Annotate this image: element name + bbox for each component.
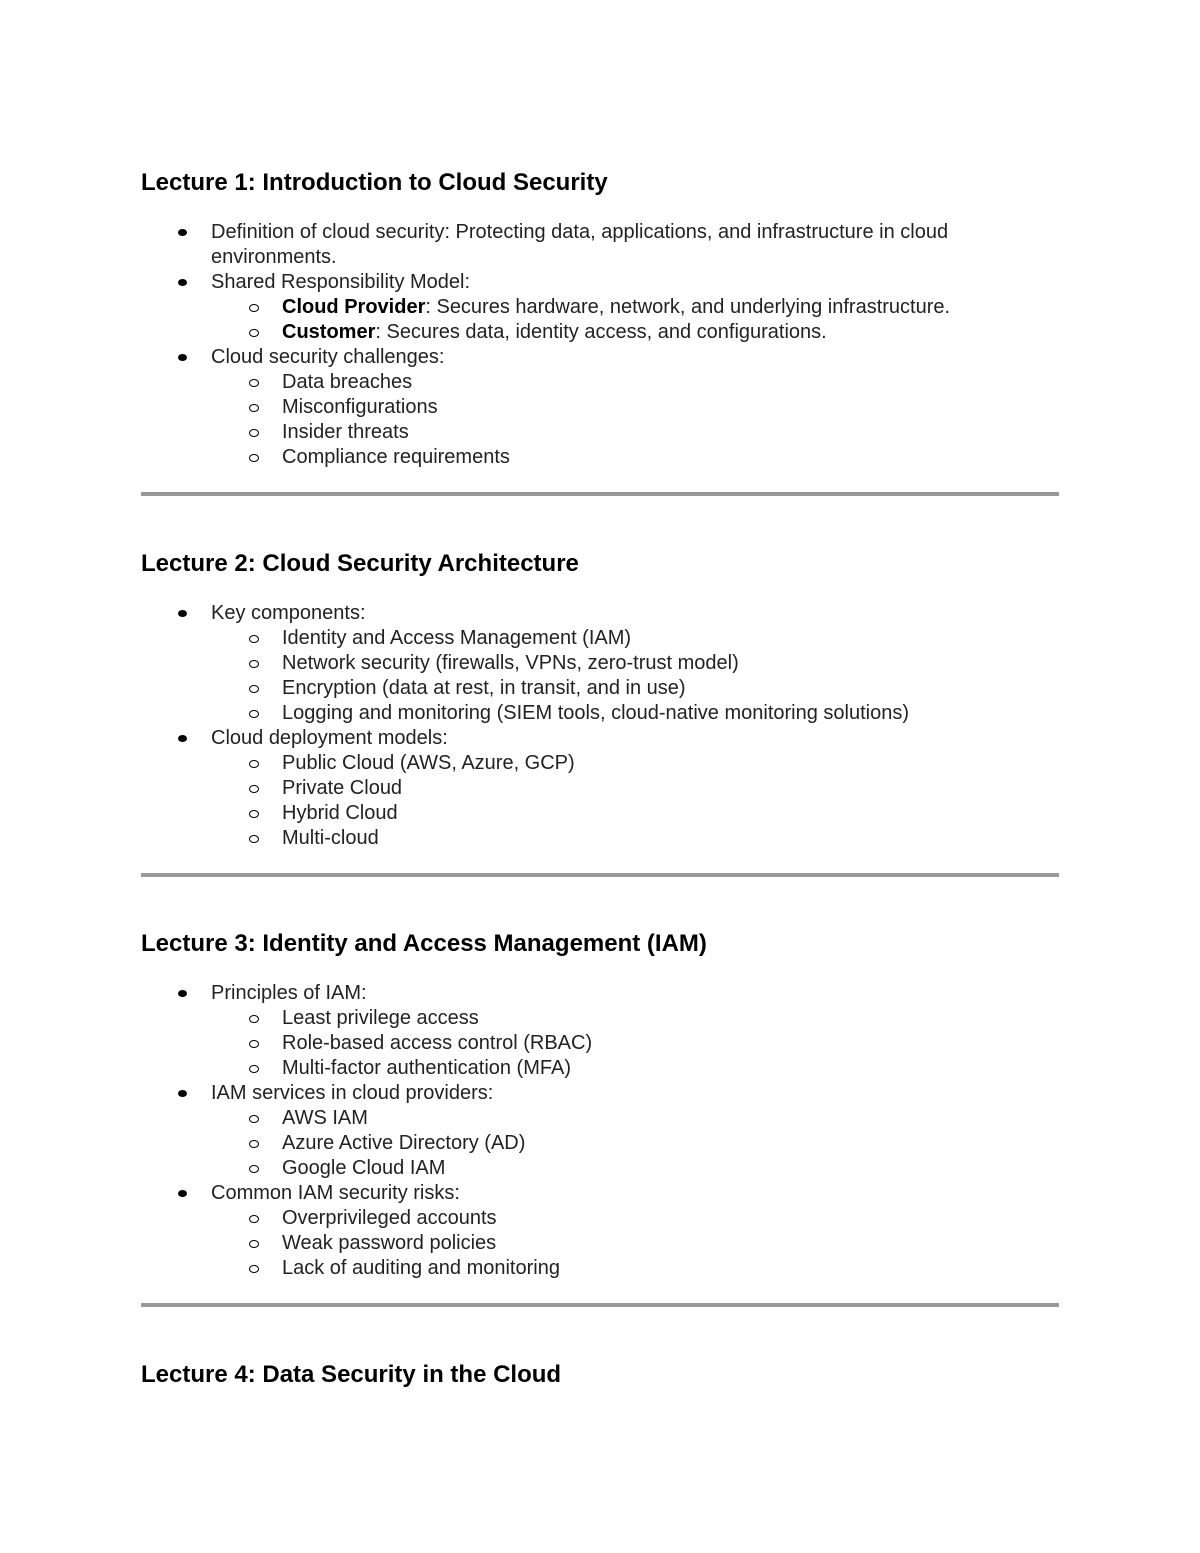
bullet-circle-icon	[249, 329, 259, 337]
bullet-disc-icon	[178, 610, 187, 617]
bullet-circle-icon	[249, 760, 259, 768]
sub-item-text: Google Cloud IAM	[282, 1157, 446, 1179]
bullet-circle-icon	[249, 710, 259, 718]
list-item	[141, 1181, 1059, 1281]
sub-list	[211, 751, 1059, 851]
bullet-circle-icon	[249, 635, 259, 643]
sub-item-text: Misconfigurations	[282, 396, 438, 418]
sub-item-text: Lack of auditing and monitoring	[282, 1257, 560, 1279]
sub-item-text: Role-based access control (RBAC)	[282, 1032, 593, 1054]
sub-item-text: Azure Active Directory (AD)	[282, 1132, 526, 1154]
sub-list-item	[141, 395, 1059, 420]
list-item-text: Definition of cloud security: Protecting data, applications, and infrastructure in cloud environments.	[211, 221, 949, 268]
bullet-disc-icon	[178, 354, 187, 361]
list-item	[141, 1081, 1059, 1181]
lecture-heading: Lecture 3: Identity and Access Management (IAM)	[141, 930, 707, 957]
bullet-disc-icon	[178, 279, 187, 286]
horizontal-rule	[141, 873, 1059, 877]
horizontal-rule	[141, 492, 1059, 496]
list-item-text: Cloud deployment models:	[211, 727, 448, 749]
bullet-circle-icon	[249, 685, 259, 693]
sub-list-item	[141, 676, 1059, 701]
bullet-circle-icon	[249, 1140, 259, 1148]
list-item-text: Key components:	[211, 602, 366, 624]
list-item	[141, 601, 1059, 726]
sub-list-item	[141, 370, 1059, 395]
sub-item-text: AWS IAM	[282, 1107, 368, 1129]
bullet-circle-icon	[249, 1215, 259, 1223]
bullet-circle-icon	[249, 1115, 259, 1123]
sub-item-text: Overprivileged accounts	[282, 1207, 497, 1229]
bullet-circle-icon	[249, 1265, 259, 1273]
bullet-disc-icon	[178, 990, 187, 997]
bullet-circle-icon	[249, 1165, 259, 1173]
sub-item-text: Encryption (data at rest, in transit, and in use)	[282, 677, 686, 699]
bullet-circle-icon	[249, 429, 259, 437]
list-item	[141, 981, 1059, 1081]
list-item-text: Cloud security challenges:	[211, 346, 445, 368]
list-item-text: Common IAM security risks:	[211, 1182, 460, 1204]
list-item-text: Principles of IAM:	[211, 982, 367, 1004]
sub-list-item	[141, 445, 1059, 470]
bullet-circle-icon	[249, 304, 259, 312]
sub-item-label: Customer	[282, 321, 376, 343]
sub-list	[211, 626, 1059, 726]
lecture-section	[141, 549, 1059, 851]
sub-list	[211, 1106, 1059, 1181]
lecture-heading: Lecture 1: Introduction to Cloud Security	[141, 169, 608, 196]
sub-item-text: Network security (firewalls, VPNs, zero-trust model)	[282, 652, 739, 674]
sub-item-label: Cloud Provider	[282, 296, 426, 318]
lecture-section	[141, 929, 1059, 1281]
bullet-circle-icon	[249, 1065, 259, 1073]
sub-list-item	[141, 701, 1059, 726]
bullet-disc-icon	[178, 1090, 187, 1097]
bullet-circle-icon	[249, 454, 259, 462]
sub-item-text: Compliance requirements	[282, 446, 510, 468]
bullet-disc-icon	[178, 1190, 187, 1197]
sub-list-item	[141, 1206, 1059, 1231]
sub-list-item	[141, 295, 1059, 320]
horizontal-rule	[141, 1303, 1059, 1307]
bullet-circle-icon	[249, 785, 259, 793]
lecture-heading: Lecture 4: Data Security in the Cloud	[141, 1361, 562, 1388]
sub-item-text: Data breaches	[282, 371, 413, 393]
sub-list-item	[141, 1006, 1059, 1031]
sub-list-item	[141, 1031, 1059, 1056]
bullet-list	[141, 981, 1059, 1281]
bullet-disc-icon	[178, 229, 187, 236]
sub-item-text: : Secures data, identity access, and configurations.	[375, 321, 827, 343]
bullet-circle-icon	[249, 835, 259, 843]
bullet-circle-icon	[249, 379, 259, 387]
sub-list-item	[141, 1156, 1059, 1181]
sub-list-item	[141, 626, 1059, 651]
sub-list-item	[141, 1256, 1059, 1281]
bullet-circle-icon	[249, 1240, 259, 1248]
sub-item-text: Insider threats	[282, 421, 409, 443]
sub-item-text: : Secures hardware, network, and underlying infrastructure.	[425, 296, 951, 318]
sub-list	[211, 1006, 1059, 1081]
sub-list-item	[141, 751, 1059, 776]
sub-item-text: Identity and Access Management (IAM)	[282, 627, 632, 649]
sub-item-text: Least privilege access	[282, 1007, 479, 1029]
list-item	[141, 270, 1059, 345]
bullet-list	[141, 601, 1059, 851]
sub-list-item	[141, 801, 1059, 826]
sub-list-item	[141, 1231, 1059, 1256]
sub-list-item	[141, 826, 1059, 851]
bullet-circle-icon	[249, 1015, 259, 1023]
sub-list-item	[141, 1056, 1059, 1081]
bullet-list	[141, 220, 1059, 470]
list-item	[141, 345, 1059, 470]
sub-item-text: Public Cloud (AWS, Azure, GCP)	[282, 752, 575, 774]
bullet-circle-icon	[249, 660, 259, 668]
sub-list-item	[141, 420, 1059, 445]
list-item-text: Shared Responsibility Model:	[211, 271, 471, 293]
sub-list	[211, 1206, 1059, 1281]
sub-item-text: Multi-cloud	[282, 827, 379, 849]
sub-item-text: Logging and monitoring (SIEM tools, cloud-native monitoring solutions)	[282, 702, 910, 724]
bullet-circle-icon	[249, 810, 259, 818]
list-item-text: IAM services in cloud providers:	[211, 1082, 494, 1104]
bullet-circle-icon	[249, 1040, 259, 1048]
sub-list	[211, 295, 1059, 345]
sub-list-item	[141, 1106, 1059, 1131]
sub-item-text: Multi-factor authentication (MFA)	[282, 1057, 571, 1079]
sub-item-text: Private Cloud	[282, 777, 403, 799]
lecture-section	[141, 1360, 1059, 1390]
list-item	[141, 726, 1059, 851]
sub-item-text: Weak password policies	[282, 1232, 497, 1254]
list-item	[141, 220, 1059, 270]
sub-list-item	[141, 1131, 1059, 1156]
sub-list-item	[141, 776, 1059, 801]
bullet-disc-icon	[178, 735, 187, 742]
lecture-section	[141, 168, 1059, 470]
sub-list-item	[141, 320, 1059, 345]
bullet-circle-icon	[249, 404, 259, 412]
sub-list-item	[141, 651, 1059, 676]
sub-item-text: Hybrid Cloud	[282, 802, 398, 824]
sub-list	[211, 370, 1059, 470]
lecture-heading: Lecture 2: Cloud Security Architecture	[141, 550, 579, 577]
